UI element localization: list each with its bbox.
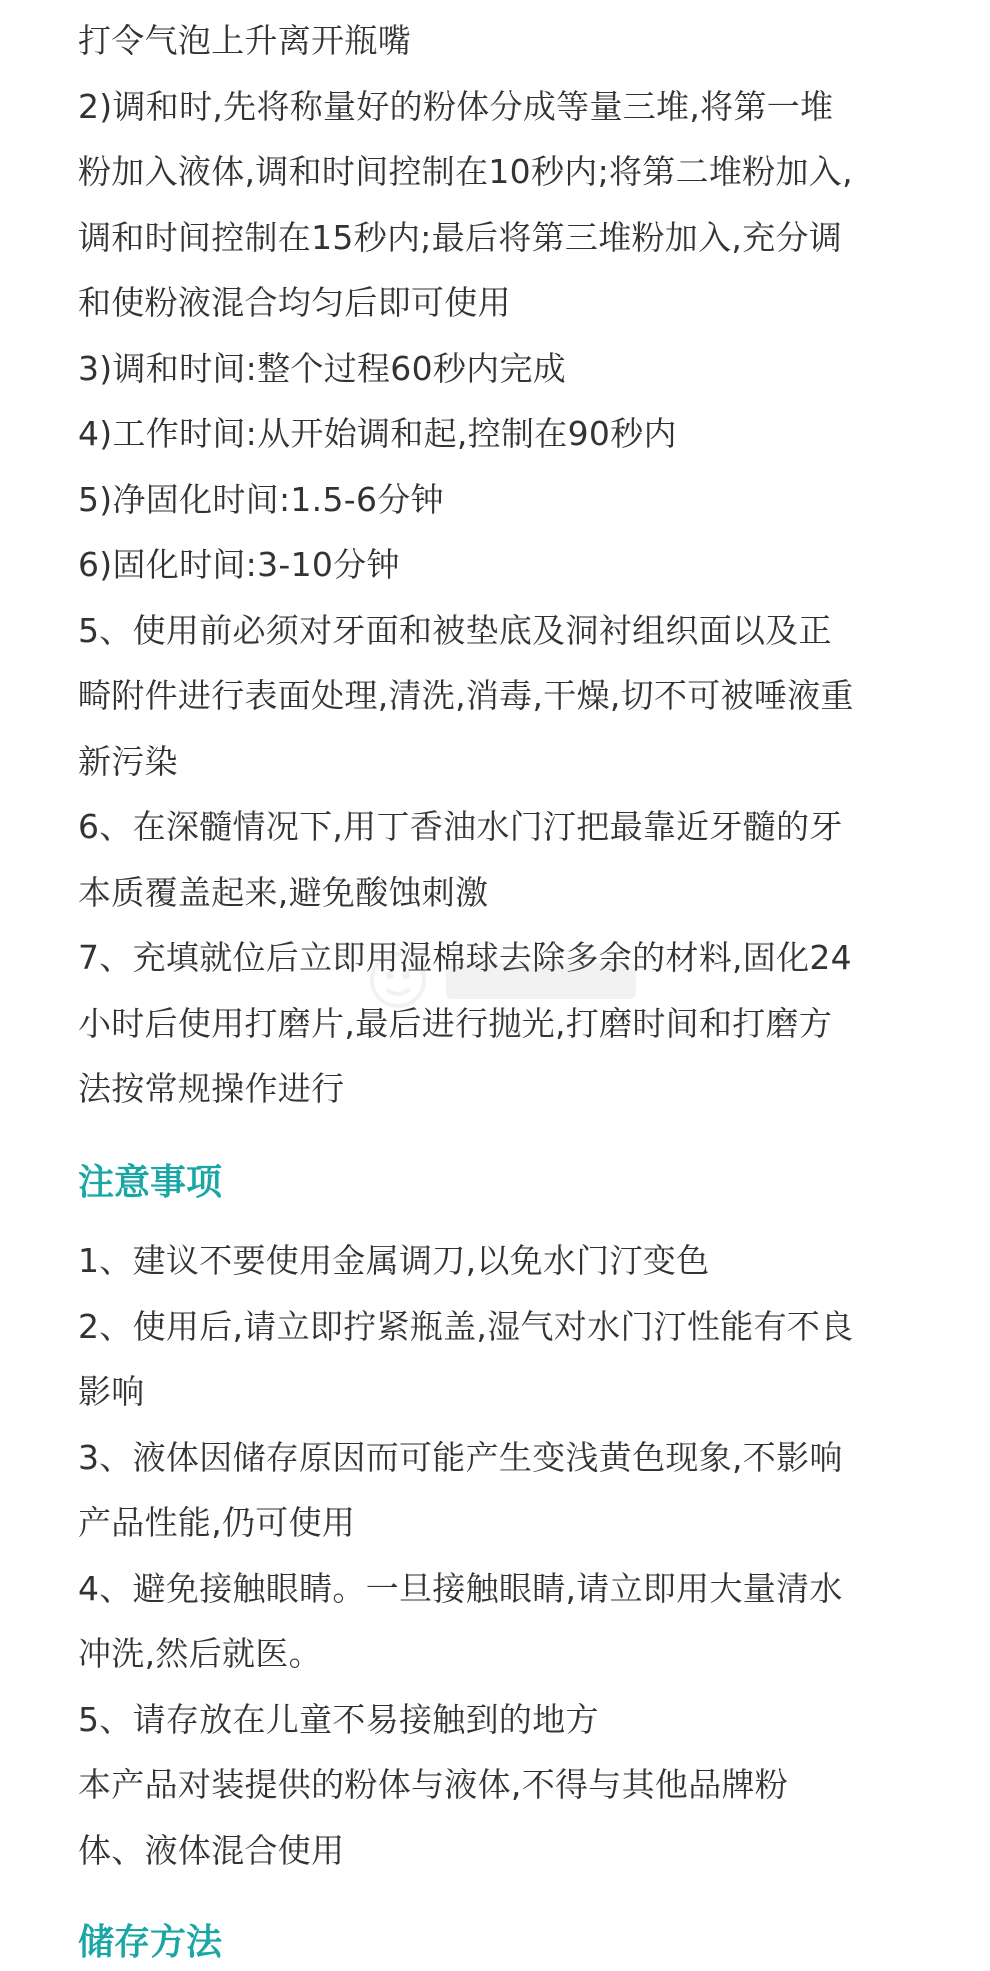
- usage-line-8: 5)净固化时间:1.5-6分钟: [78, 479, 444, 519]
- usage-line-7: 4)工作时间:从开始调和起,控制在90秒内: [78, 414, 677, 453]
- usage-line-3: 粉加入液体,调和时间控制在10秒内;将第二堆粉加入,: [78, 152, 853, 191]
- usage-line-17: 法按常规操作进行: [78, 1069, 345, 1108]
- usage-line-2: 2)调和时,先将称量好的粉体分成等量三堆,将第一堆: [78, 86, 834, 126]
- precaution-line-8: 5、请存放在儿童不易接触到的地方: [78, 1699, 599, 1739]
- usage-line-4: 调和时间控制在15秒内;最后将第三堆粉加入,充分调: [78, 217, 843, 257]
- usage-line-9: 6)固化时间:3-10分钟: [78, 545, 400, 584]
- usage-line-13: 6、在深髓情况下,用丁香油水门汀把最靠近牙髓的牙: [78, 807, 843, 846]
- usage-line-10: 5、使用前必须对牙面和被垫底及洞衬组织面以及正: [78, 610, 832, 650]
- usage-line-16: 小时后使用打磨片,最后进行抛光,打磨时间和打磨方: [78, 1003, 833, 1043]
- precaution-line-6: 4、避免接触眼睛。一旦接触眼睛,请立即用大量清水: [78, 1568, 843, 1608]
- usage-section: [78, 8, 938, 1122]
- precautions-heading: 注意事项: [78, 1162, 223, 1203]
- usage-line-11: 畸附件进行表面处理,清洗,消毒,干燥,切不可被唾液重: [78, 676, 854, 715]
- usage-line-14: 本质覆盖起来,避免酸蚀刺激: [78, 872, 489, 912]
- precautions-list: [78, 1228, 938, 1883]
- usage-line-5: 和使粉液混合均匀后即可使用: [78, 283, 511, 322]
- precaution-line-1: 1、建议不要使用金属调刀,以免水门汀变色: [78, 1241, 710, 1280]
- storage-heading: 储存方法: [78, 1922, 223, 1963]
- precaution-line-4: 3、液体因储存原因而可能产生变浅黄色现象,不影响: [78, 1437, 843, 1477]
- precaution-line-3: 影响: [78, 1372, 145, 1411]
- precautions-section: [78, 1155, 938, 1211]
- precaution-line-7: 冲洗,然后就医。: [78, 1634, 322, 1673]
- usage-line-12: 新污染: [78, 741, 178, 781]
- precaution-line-5: 产品性能,仍可使用: [78, 1503, 356, 1542]
- precaution-line-2: 2、使用后,请立即拧紧瓶盖,湿气对水门汀性能有不良: [78, 1306, 854, 1346]
- usage-line-6: 3)调和时间:整个过程60秒内完成: [78, 348, 567, 388]
- storage-section: [78, 1915, 938, 1971]
- precaution-line-9: 本产品对装提供的粉体与液体,不得与其他品牌粉: [78, 1765, 789, 1804]
- precaution-line-10: 体、液体混合使用: [78, 1830, 345, 1870]
- usage-line-15: 7、充填就位后立即用湿棉球去除多余的材料,固化24: [78, 938, 852, 977]
- usage-line-1: 打令气泡上升离开瓶嘴: [78, 21, 411, 60]
